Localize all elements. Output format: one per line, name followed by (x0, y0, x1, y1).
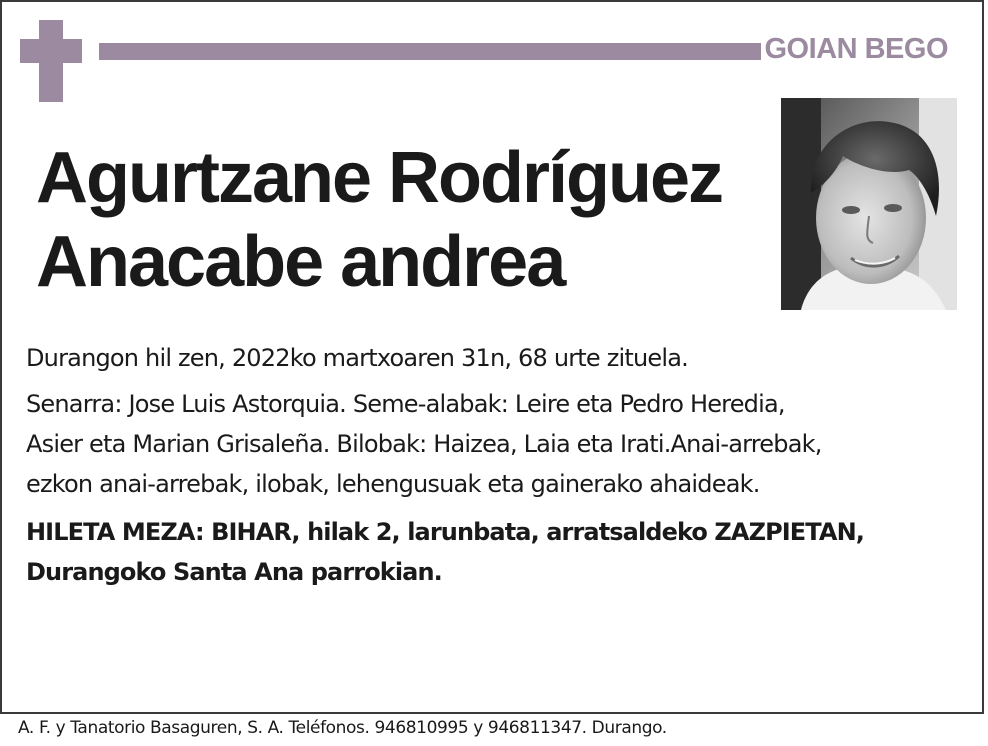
family-list (26, 384, 976, 504)
obituary-body (26, 338, 976, 592)
family-line: Senarra: Jose Luis Astorquia. Seme-alabak: Leire eta Pedro Heredia, (26, 390, 785, 418)
death-notice: Durangon hil zen, 2022ko martxoaren 31n, 68 urte zituela. (26, 344, 688, 372)
funeral-line: Durangoko Santa Ana parrokian. (26, 558, 442, 586)
family-line: ezkon anai-arrebak, ilobak, lehengusuak eta gainerako ahaideak. (26, 470, 760, 498)
deceased-name-line2: Anacabe andrea (36, 222, 565, 302)
funeral-notice (26, 512, 976, 592)
family-line: Asier eta Marian Grisaleña. Bilobak: Haizea, Laia eta Irati.Anai-arrebak, (26, 430, 822, 458)
header-label: GOIAN BEGO (764, 33, 948, 65)
funeral-line: HILETA MEZA: BIHAR, hilak 2, larunbata, arratsaldeko ZAZPIETAN, (26, 518, 864, 546)
portrait-photo-icon (781, 98, 957, 310)
deceased-name (36, 136, 776, 304)
header-divider-bar (99, 43, 761, 60)
deceased-name-line1: Agurtzane Rodríguez (36, 138, 723, 218)
portrait-photo (781, 98, 957, 310)
funeral-home-footer: A. F. y Tanatorio Basaguren, S. A. Teléfonos. 946810995 y 946811347. Durango. (18, 718, 667, 738)
cross-icon-horizontal (20, 39, 82, 63)
